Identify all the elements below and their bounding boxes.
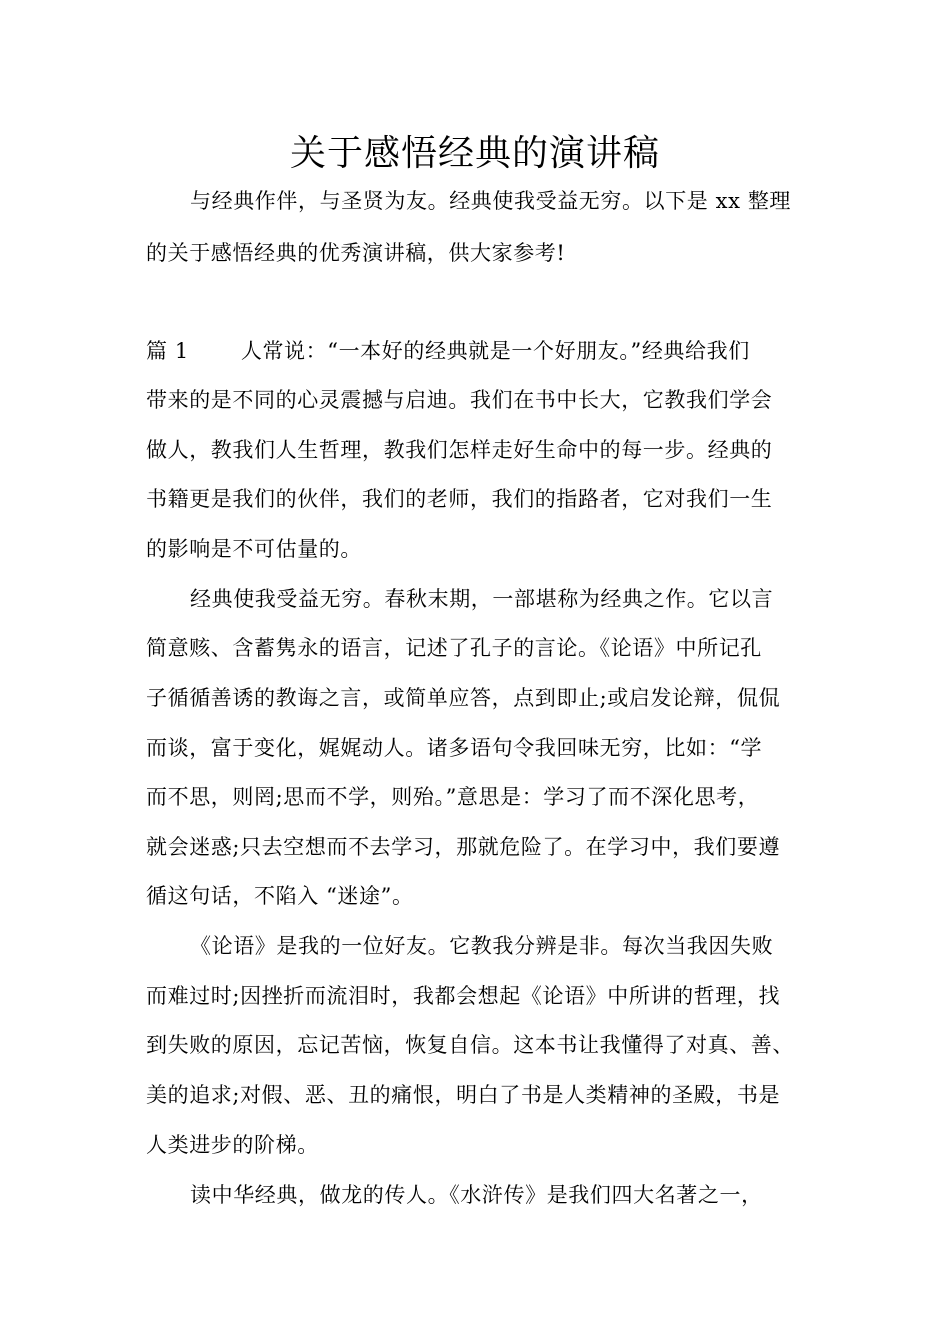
paragraph3-line-2: 而难过时;因挫折而流泪时，我都会想起《论语》中所讲的哲理，找 <box>146 984 781 1008</box>
paragraph3-line-1: 《论语》是我的一位好友。它教我分辨是非。每次当我因失败 <box>190 934 774 958</box>
paragraph2-line-2: 简意赅、含蓄隽永的语言，记述了孔子的言论。《论语》中所记孔 <box>146 636 762 660</box>
paragraph1-first-text: 人常说：“一本好的经典就是一个好朋友。”经典给我们 <box>240 339 750 363</box>
paragraph2-line-4: 而谈，富于变化，娓娓动人。诸多语句令我回味无穷，比如：“学 <box>146 736 763 760</box>
intro-line-2: 的关于感悟经典的优秀演讲稿，供大家参考! <box>146 241 566 265</box>
paragraph2-line-5: 而不思，则罔;思而不学，则殆。”意思是：学习了而不深化思考， <box>146 785 760 809</box>
paragraph1-line-3: 做人，教我们人生哲理，教我们怎样走好生命中的每一步。经典的 <box>146 438 773 462</box>
paragraph2-line-3: 子循循善诱的教诲之言，或简单应答，点到即止;或启发论辩，侃侃 <box>146 686 781 710</box>
paragraph3-line-5: 人类进步的阶梯。 <box>146 1133 319 1157</box>
paragraph1-line-4: 书籍更是我们的伙伴，我们的老师，我们的指路者，它对我们一生 <box>146 487 773 511</box>
paragraph2-line-7: 循这句话，不陷入 “迷途”。 <box>146 884 414 908</box>
paragraph2-line-1: 经典使我受益无穷。春秋末期，一部堪称为经典之作。它以言 <box>190 587 774 611</box>
paragraph3-line-3: 到失败的原因，忘记苦恼，恢复自信。这本书让我懂得了对真、善、 <box>146 1033 794 1057</box>
paragraph1-line-5: 的影响是不可估量的。 <box>146 537 362 561</box>
paragraph4-line-1: 读中华经典，做龙的传人。《水浒传》是我们四大名著之一， <box>190 1183 763 1207</box>
intro-line-1: 与经典作伴，与圣贤为友。经典使我受益无穷。以下是 xx 整理 <box>190 189 792 213</box>
paragraph3-line-4: 美的追求;对假、恶、丑的痛恨，明白了书是人类精神的圣殿，书是 <box>146 1083 781 1107</box>
section-label: 篇 1 <box>146 339 189 363</box>
paragraph1-line-1 <box>146 336 750 366</box>
document-title: 关于感悟经典的演讲稿 <box>289 133 660 174</box>
paragraph1-line-2: 带来的是不同的心灵震撼与启迪。我们在书中长大，它教我们学会 <box>146 388 773 412</box>
paragraph2-line-6: 就会迷惑;只去空想而不去学习，那就危险了。在学习中，我们要遵 <box>146 835 781 859</box>
